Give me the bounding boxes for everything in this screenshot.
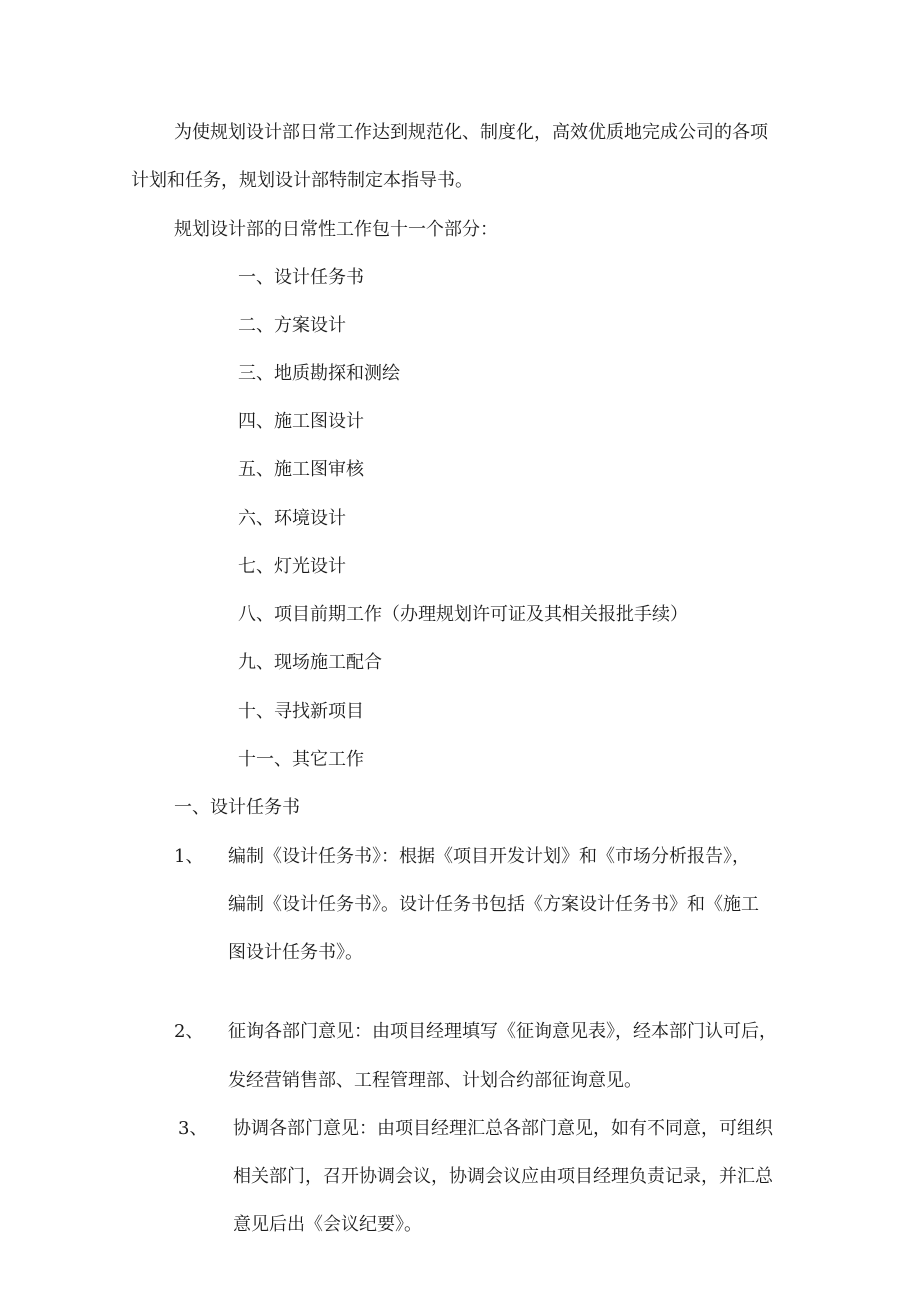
item-line: 相关部门，召开协调会议，协调会议应由项目经理负责记录，并汇总 xyxy=(233,1166,773,1187)
item-line: 图设计任务书》。 xyxy=(228,942,363,963)
part-item: 十、寻找新项目 xyxy=(238,701,364,722)
intro-line-3: 规划设计部的日常性工作包十一个部分： xyxy=(174,219,498,240)
part-item: 七、灯光设计 xyxy=(238,556,346,577)
part-item: 一、设计任务书 xyxy=(238,267,364,288)
item-line: 发经营销售部、工程管理部、计划合约部征询意见。 xyxy=(228,1070,642,1091)
item-line: 编制《设计任务书》：根据《项目开发计划》和《市场分析报告》， xyxy=(228,846,750,867)
part-item: 六、环境设计 xyxy=(238,508,346,529)
part-item: 三、地质勘探和测绘 xyxy=(238,363,400,384)
section-heading: 一、设计任务书 xyxy=(174,797,300,818)
part-item: 十一、其它工作 xyxy=(238,749,364,770)
item-number: 3、 xyxy=(178,1118,208,1139)
item-line: 协调各部门意见：由项目经理汇总各部门意见，如有不同意，可组织 xyxy=(233,1118,773,1139)
part-item: 五、施工图审核 xyxy=(238,459,364,480)
part-item: 九、现场施工配合 xyxy=(238,652,382,673)
part-item: 八、项目前期工作（办理规划许可证及其相关报批手续） xyxy=(238,604,688,625)
part-item: 四、施工图设计 xyxy=(238,411,364,432)
item-number: 1、 xyxy=(174,846,204,867)
item-line: 编制《设计任务书》。设计任务书包括《方案设计任务书》和《施工 xyxy=(228,894,759,915)
item-number: 2、 xyxy=(174,1021,204,1042)
intro-line-1: 为使规划设计部日常工作达到规范化、制度化，高效优质地完成公司的各项 xyxy=(174,122,768,143)
item-line: 意见后出《会议纪要》。 xyxy=(233,1214,422,1235)
part-item: 二、方案设计 xyxy=(238,315,346,336)
item-line: 征询各部门意见：由项目经理填写《征询意见表》，经本部门认可后， xyxy=(228,1021,777,1042)
intro-line-2: 计划和任务，规划设计部特制定本指导书。 xyxy=(131,170,473,191)
